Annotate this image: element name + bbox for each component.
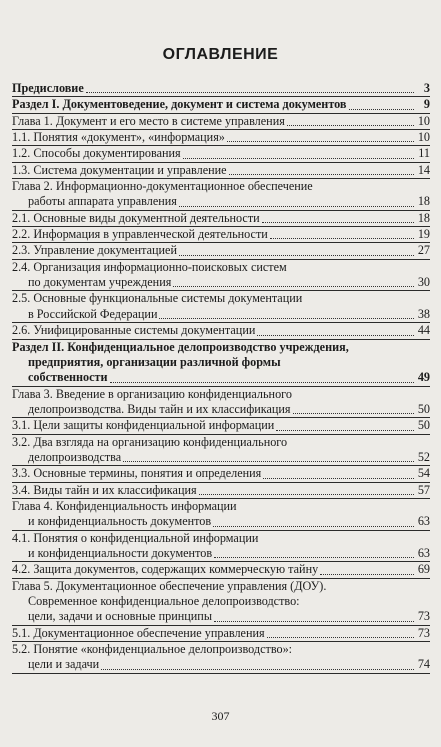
toc-entry-page: 57 (417, 482, 430, 497)
toc-leader-dots (227, 130, 414, 145)
toc-leader-dots (213, 514, 414, 529)
toc-entry (12, 227, 430, 243)
toc-entry-text: 5.2. Понятие «конфиденциальное делопроизводство»: (12, 642, 293, 657)
toc-entry (12, 370, 430, 386)
toc-leader-dots (214, 546, 414, 561)
toc-entry-text: цели и задачи (28, 657, 100, 672)
toc-entry-page: 73 (417, 609, 430, 624)
toc-entry-text: и конфиденциальности документов (28, 545, 213, 560)
toc-entry-text: 2.3. Управление документацией (12, 243, 177, 258)
toc-entry (12, 291, 430, 306)
toc-entry-page: 50 (417, 401, 430, 416)
toc-entry-page: 3 (423, 81, 430, 95)
toc-entry (12, 609, 430, 625)
toc-leader-dots (101, 657, 414, 672)
toc-entry-text: делопроизводства (28, 449, 122, 464)
toc-leader-dots (262, 211, 414, 226)
toc-entry-text: 2.5. Основные функциональные системы документации (12, 291, 303, 306)
toc-entry (12, 179, 430, 194)
toc-leader-dots (349, 97, 414, 112)
toc-entry-page: 74 (417, 657, 430, 672)
toc-entry-page: 19 (417, 227, 430, 242)
toc-entry (12, 466, 430, 482)
toc-leader-dots (287, 114, 414, 129)
toc-entry (12, 194, 430, 210)
toc-entry-page: 38 (417, 306, 430, 321)
toc-entry-text: 1.3. Система документации и управление (12, 162, 227, 177)
toc-entry-page: 54 (417, 466, 430, 481)
table-of-contents (12, 81, 430, 674)
toc-entry-page: 30 (417, 275, 430, 290)
toc-entry (12, 579, 430, 594)
toc-entry-text: Современное конфиденциальное делопроизводство: (28, 594, 300, 608)
toc-entry-page: 52 (417, 449, 430, 464)
toc-leader-dots (110, 370, 414, 385)
toc-entry-text: 3.1. Цели защиты конфиденциальной информации (12, 418, 275, 433)
toc-leader-dots (86, 81, 414, 96)
toc-leader-dots (214, 609, 414, 624)
toc-leader-dots (173, 275, 414, 290)
toc-entry (12, 483, 430, 499)
toc-entry-text: по документам учреждения (28, 275, 172, 290)
toc-entry-page: 9 (423, 97, 430, 112)
toc-entry-text: Раздел II. Конфиденциальное делопроизводство учреждения, (12, 339, 349, 354)
toc-entry (12, 163, 430, 179)
toc-entry (12, 211, 430, 227)
toc-entry-text: цели, задачи и основные принципы (28, 609, 213, 624)
toc-entry (12, 594, 430, 609)
toc-entry-text: Глава 5. Документационное обеспечение управления (ДОУ). (12, 578, 327, 593)
toc-entry (12, 97, 430, 113)
toc-leader-dots (183, 146, 414, 161)
toc-leader-dots (276, 418, 414, 433)
toc-leader-dots (257, 323, 414, 338)
page-title: ОГЛАВЛЕНИЕ (162, 46, 279, 63)
toc-entry (12, 435, 430, 450)
toc-leader-dots (123, 450, 414, 465)
toc-entry (12, 81, 430, 97)
toc-entry (12, 657, 430, 673)
toc-entry-text: Раздел I. Документоведение, документ и система документов (12, 97, 347, 112)
toc-entry-page: 27 (417, 243, 430, 258)
toc-entry (12, 642, 430, 657)
toc-entry-text: собственности (28, 370, 108, 385)
toc-leader-dots (199, 483, 414, 498)
toc-entry-text: предприятия, организации различной формы (28, 354, 281, 369)
toc-entry-text: 3.2. Два взгляда на организацию конфиденциального (12, 434, 288, 449)
toc-entry-text: Глава 2. Информационно-документационное обеспечение (12, 179, 313, 194)
toc-leader-dots (229, 163, 414, 178)
toc-entry-page: 14 (417, 162, 430, 177)
toc-entry-page: 18 (417, 210, 430, 225)
toc-entry-page: 11 (418, 146, 430, 161)
toc-entry-page: 18 (417, 194, 430, 209)
toc-entry-text: 3.4. Виды тайн и их классификация (12, 482, 197, 497)
toc-entry (12, 260, 430, 275)
toc-entry-page: 10 (417, 130, 430, 145)
toc-entry-page: 63 (417, 545, 430, 560)
toc-leader-dots (270, 227, 414, 242)
toc-entry-page: 73 (417, 625, 430, 640)
toc-entry-page: 44 (417, 323, 430, 338)
toc-leader-dots (159, 307, 414, 322)
toc-entry-text: 2.1. Основные виды документной деятельности (12, 210, 260, 225)
toc-leader-dots (320, 562, 414, 577)
toc-entry (12, 323, 430, 339)
toc-leader-dots (179, 243, 414, 258)
toc-entry-text: Глава 1. Документ и его место в системе управления (12, 113, 285, 128)
toc-entry (12, 626, 430, 642)
toc-entry-text: 2.6. Унифицированные системы документации (12, 323, 256, 338)
page-number: 307 (211, 709, 230, 723)
toc-entry (12, 450, 430, 466)
toc-entry (12, 340, 430, 355)
toc-entry (12, 355, 430, 370)
toc-entry-page: 50 (417, 418, 430, 433)
toc-entry (12, 130, 430, 146)
toc-entry-page: 63 (417, 514, 430, 529)
toc-entry (12, 531, 430, 546)
toc-entry-text: 4.2. Защита документов, содержащих коммерческую тайну (12, 562, 319, 577)
toc-entry-page: 10 (417, 113, 430, 128)
toc-entry (12, 307, 430, 323)
toc-entry-text: работы аппарата управления (28, 194, 177, 209)
toc-entry-text: Предисловие (12, 81, 84, 95)
toc-entry (12, 546, 430, 562)
toc-entry-page: 49 (417, 370, 430, 385)
toc-entry (12, 402, 430, 418)
toc-leader-dots (293, 402, 414, 417)
toc-leader-dots (263, 466, 414, 481)
toc-entry (12, 146, 430, 162)
toc-entry (12, 514, 430, 530)
toc-entry-text: 4.1. Понятия о конфиденциальной информации (12, 530, 259, 545)
toc-entry-text: и конфиденциальность документов (28, 514, 212, 529)
toc-entry-text: в Российской Федерации (28, 306, 158, 321)
toc-entry (12, 418, 430, 434)
toc-entry-text: 5.1. Документационное обеспечение управления (12, 625, 265, 640)
toc-entry-page: 69 (417, 562, 430, 577)
toc-entry-text: 3.3. Основные термины, понятия и определения (12, 466, 262, 481)
toc-entry-text: 2.2. Информация в управленческой деятельности (12, 227, 268, 242)
toc-entry (12, 499, 430, 514)
toc-entry (12, 562, 430, 578)
toc-entry-text: 2.4. Организация информационно-поисковых систем (12, 259, 287, 274)
toc-entry (12, 387, 430, 402)
toc-entry (12, 243, 430, 259)
toc-leader-dots (179, 194, 414, 209)
toc-entry (12, 275, 430, 291)
toc-entry-text: 1.1. Понятия «документ», «информация» (12, 130, 225, 145)
toc-entry-text: делопроизводства. Виды тайн и их классификация (28, 401, 291, 416)
toc-entry (12, 114, 430, 130)
toc-entry-text: Глава 4. Конфиденциальность информации (12, 498, 237, 513)
toc-leader-dots (267, 626, 414, 641)
toc-entry-text: 1.2. Способы документирования (12, 146, 181, 161)
toc-entry-text: Глава 3. Введение в организацию конфиденциального (12, 386, 292, 401)
